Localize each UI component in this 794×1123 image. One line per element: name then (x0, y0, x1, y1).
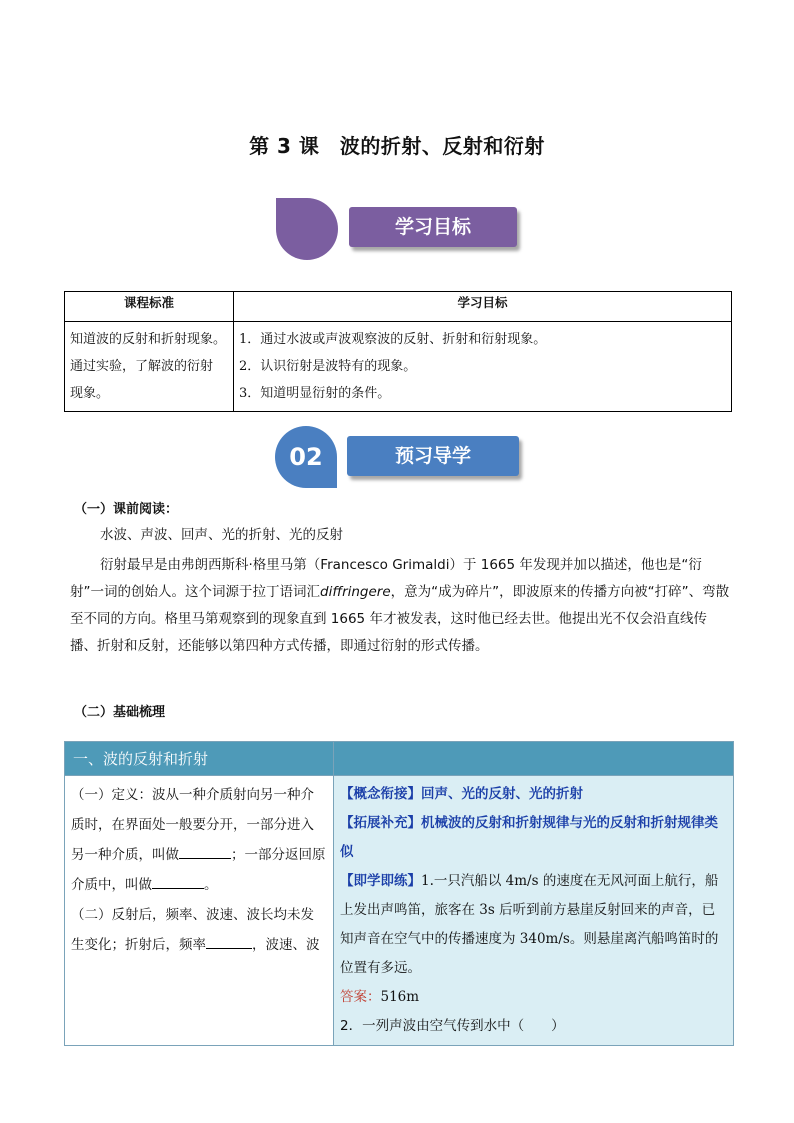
answer-value: 516m (380, 989, 420, 1005)
goals-table (64, 291, 732, 412)
banner-number: 02 (289, 443, 323, 471)
definition-text: ；一部分返回原介质中，叫做 (71, 847, 326, 893)
extension-note (340, 809, 727, 867)
section-heading-reading: （一）课前阅读： (74, 502, 179, 517)
fill-blank[interactable] (206, 934, 252, 949)
answer (340, 983, 727, 1012)
basics-table (64, 741, 734, 1046)
reading-text: 衍射最早是由弗朗西斯科·格里马第（Francesco Grimaldi）于 1665 年发现并加以描述，他也是“衍射”一词的创始人。这个词源于拉丁语词汇 (70, 557, 702, 600)
definition-text: （一）定义：波从一种介质射向另一种介质时，在界面处一般要分开，一部分进入另一种介质，叫做 (71, 787, 314, 863)
basics-right-cell (334, 776, 734, 1046)
tag-label: 【拓展补充】 (340, 815, 421, 831)
property-text: （二）反射后，频率、波速、波长均未发生变化；折射后，频率 (71, 907, 314, 953)
fill-blank[interactable] (152, 874, 204, 889)
goal-item: 3．知道明显衍射的条件。 (239, 386, 391, 401)
banner-circle (276, 198, 338, 260)
standard-line: 知道波的反射和折射现象。 (70, 332, 227, 347)
page-title: 第 3 课 波的折射、反射和衍射 (249, 134, 545, 158)
goals-cell (234, 322, 732, 412)
basics-header-empty (334, 742, 734, 776)
tag-label: 【概念衔接】 (340, 786, 421, 802)
property-text: ，波速、波 (252, 937, 320, 953)
basics-left-cell (65, 776, 334, 1046)
answer-label: 答案： (340, 989, 381, 1005)
practice-question (340, 867, 727, 983)
section-heading-basics: （二）基础梳理 (74, 705, 166, 720)
concept-link (340, 780, 727, 809)
banner-label: 预习导学 (347, 436, 519, 476)
header-standard: 课程标准 (65, 292, 234, 322)
reading-topics: 水波、声波、回声、光的折射、光的反射 (100, 527, 343, 543)
question-2: 2．一列声波由空气传到水中（ ） (340, 1018, 565, 1034)
basics-header: 一、波的反射和折射 (65, 742, 334, 776)
standard-line: 通过实验，了解波的衍射 (70, 359, 214, 374)
reading-latin-term: diffringere (320, 584, 391, 600)
standard-line: 现象。 (70, 386, 110, 401)
definition-text: 。 (204, 877, 218, 893)
tag-text: 回声、光的反射、光的折射 (421, 786, 583, 802)
goal-item: 1．通过水波或声波观察波的反射、折射和衍射现象。 (239, 332, 547, 347)
reading-text: ，意为“成为碎片”，即波原来的传播方向被“打碎”、弯散至不同的方向。格里马第观察到的现象直到 1665 年才被发表，这时他已经去世。他提出光不仅会沿直线传播、折射和反射，还能够以第四种方式传播，即通过衍射的形式传播。 (70, 584, 730, 654)
header-goals: 学习目标 (234, 292, 732, 322)
tag-label: 【即学即练】 (340, 873, 421, 889)
question-text: 1.一只汽船以 4m/s 的速度在无风河面上航行，船上发出声鸣笛，旅客在 3s 后听到前方悬崖反射回来的声音，已知声音在空气中的传播速度为 340m/s。则悬崖离汽船鸣笛时的位置有多远。 (340, 873, 719, 976)
tag-text: 机械波的反射和折射规律与光的反射和折射规律类似 (340, 815, 718, 860)
reading-paragraph (70, 552, 730, 660)
fill-blank[interactable] (179, 844, 231, 859)
standard-cell (65, 322, 234, 412)
banner-label: 学习目标 (349, 207, 517, 247)
goal-item: 2．认识衍射是波特有的现象。 (239, 359, 417, 374)
